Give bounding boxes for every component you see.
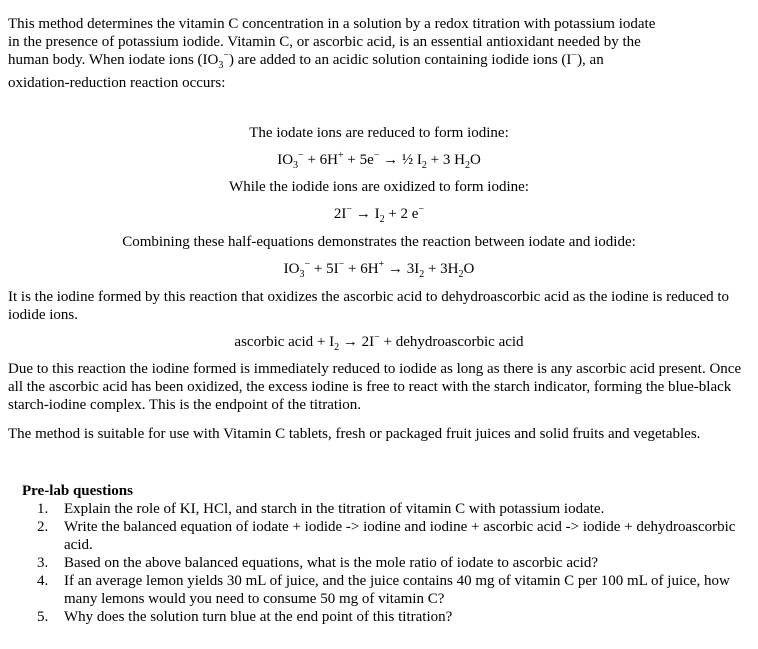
intro-line-3: human body. When iodate ions $(IO_3^-)$ are added to an acidic solution containing iodide ions (I−), an <box>8 50 604 71</box>
prelab-question-1: 1. Explain the role of KI, HCl, and starch in the titration of vitamin C with potassium iodate. <box>37 501 605 517</box>
equation-ascorbic: ascorbic acid + $I_2 \to 2I^-$ + dehydroascorbic acid <box>234 332 524 353</box>
intro-paragraph <box>8 15 752 92</box>
prelab-question-4: 4. If an average lemon yields 30 mL of juice, and the juice contains 40 mg of vitamin C per 100 mL of juice, how many lemons would you need to consume 50 mg of vitamin C? <box>37 573 730 607</box>
equation-iodate-half: $IO_3^- + 6H^+ + 5e^-$ → ½ $I_2 + 3$ $H_2O$ <box>277 150 481 171</box>
prelab-question-2: 2. Write the balanced equation of iodate + iodide -> iodine and iodine + ascorbic acid -> iodide + dehydroascorbic acid. <box>37 519 736 553</box>
equation-iodide-half: $2I^- \to I_2 + 2$ e− <box>333 204 425 225</box>
caption-combined: Combining these half-equations demonstrates the reaction between iodate and iodide: <box>122 234 636 250</box>
caption-iodate-reduced: The iodate ions are reduced to form iodine: <box>249 125 509 141</box>
intro-line-2: in the presence of potassium iodide. Vitamin C, or ascorbic acid, is an essential antioxidant needed by the <box>8 34 641 50</box>
paragraph-suitability: The method is suitable for use with Vitamin C tablets, fresh or packaged fruit juices and solid fruits and vegetables. <box>8 426 701 442</box>
paragraph-endpoint: Due to this reaction the iodine formed is immediately reduced to iodide as long as there is any ascorbic acid present. Once all the ascorbic acid has been oxidized, the excess iodine is free to react with the starch indicator, forming the blue-black starch-iodine complex. This is the endpoint of the titration. <box>8 361 742 413</box>
prelab-question-5: 5. Why does the solution turn blue at the end point of this titration? <box>37 609 453 625</box>
intro-line-4: oxidation-reduction reaction occurs: <box>8 75 226 91</box>
prelab-question-3: 3. Based on the above balanced equations, what is the mole ratio of iodate to ascorbic acid? <box>37 555 598 571</box>
prelab-title: Pre-lab questions <box>22 483 133 499</box>
paragraph-iodine-oxidizes: It is the iodine formed by this reaction that oxidizes the ascorbic acid to dehydroascorbic acid as the iodine is reduced to iodide ions. <box>8 289 730 323</box>
caption-iodide-oxidized: While the iodide ions are oxidized to form iodine: <box>229 179 529 195</box>
intro-line-1: This method determines the vitamin C concentration in a solution by a redox titration with potassium iodate <box>8 16 656 32</box>
equation-combined: $IO_3^- + 5I^- + 6H^+ \to 3I_2 + 3H_2O$ <box>283 259 475 280</box>
prelab-section <box>22 482 750 626</box>
